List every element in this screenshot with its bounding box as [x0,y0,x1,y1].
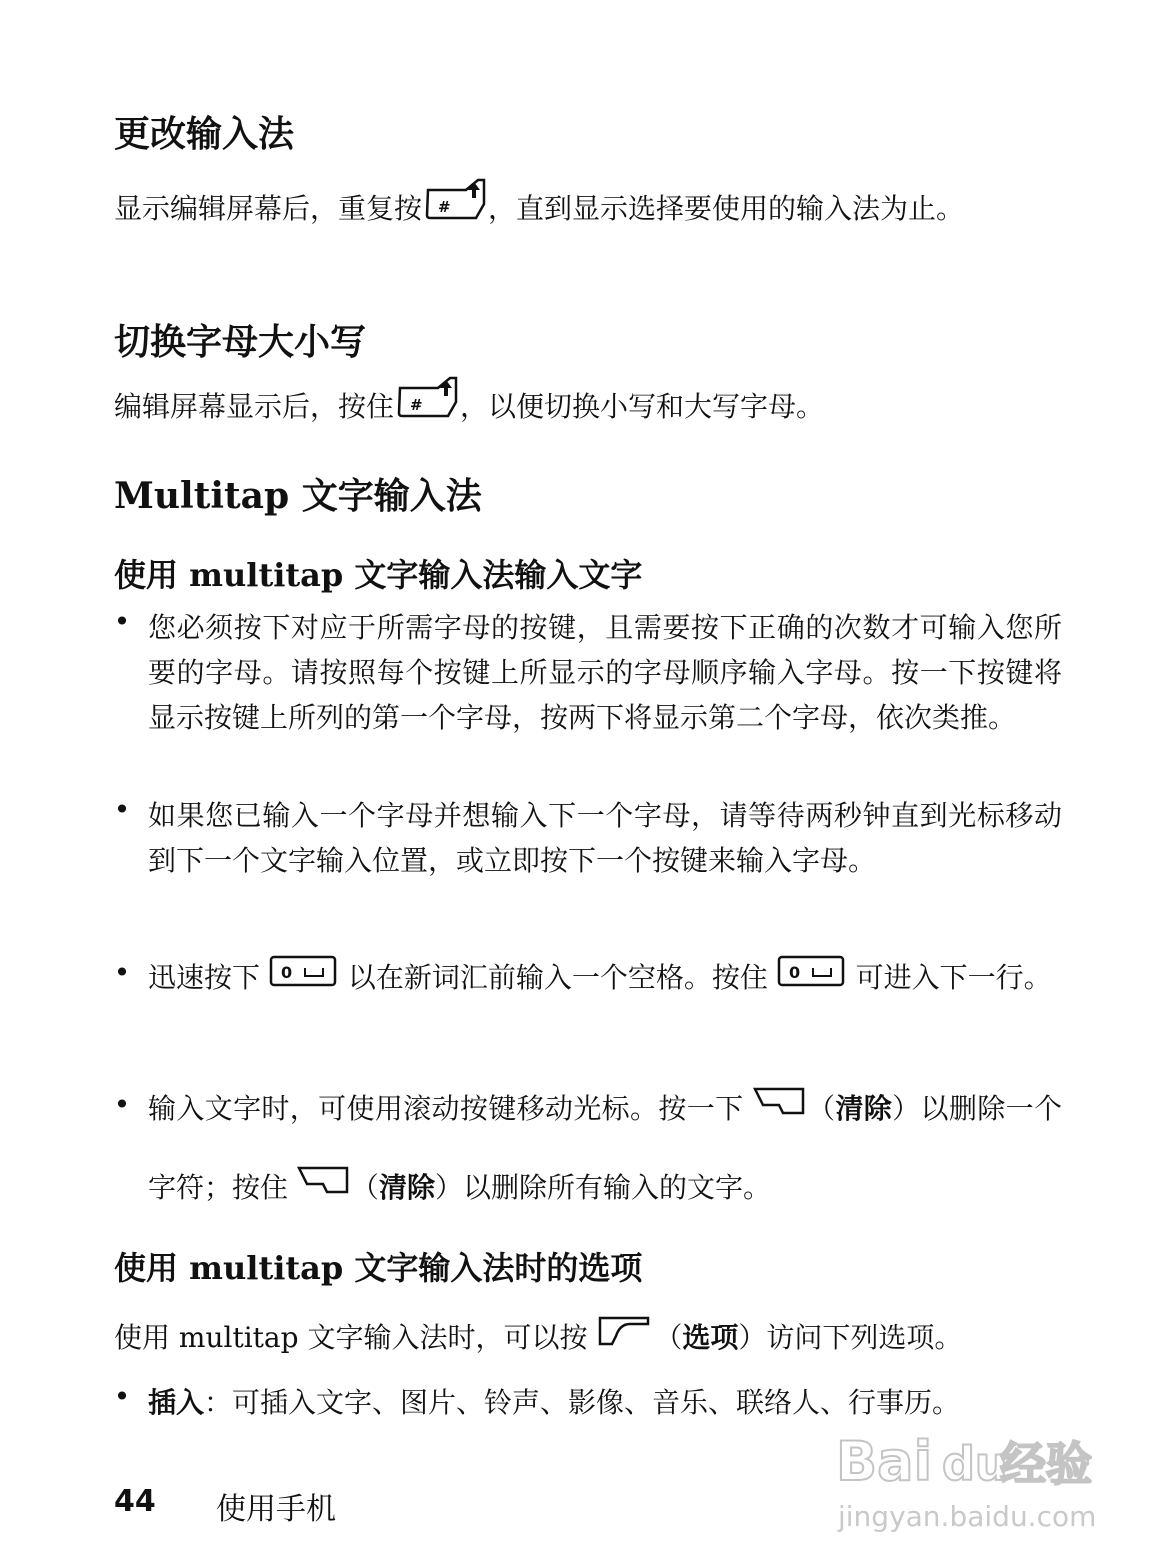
change-input-method-paragraph [114,176,1059,244]
bullet-text: 您必须按下对应于所需字母的按键，且需要按下正确的次数才可输入您所要的字母。请按照每个按键上所显示的字母顺序输入字母。按一下按键将显示按键上所列的第一个字母，按两下将显示第二个字母，依次类推。 [148,611,1062,734]
footer-section-label: 使用手机 [216,1492,336,1527]
bullet-dot-icon: • [113,793,131,826]
multitap-options-intro: 使用 multitap 文字输入法时，可以按 （选项）访问下列选项。 [114,1307,1059,1370]
switch-case-paragraph [114,374,1059,442]
multitap-title-cjk: 文字输入法 [301,476,482,517]
zero-space-key-icon [269,948,339,1010]
hash-key-icon [422,176,488,244]
bullet-text: 插入：可插入文字、图片、铃声、影像、音乐、联络人、行事历。 [148,1386,961,1419]
switch-case-text-before: 编辑屏幕显示后，按住 [114,390,395,423]
bullet-next-letter [112,793,1062,883]
bullet-text: 如果您已输入一个字母并想输入下一个字母，请等待两秒钟直到光标移动到下一个文字输入位置，或立即按下一个按键来输入字母。 [148,799,1062,877]
svg-text:0: 0 [788,963,800,982]
change-input-text-after: ，直到显示选择要使用的输入法为止。 [488,192,965,225]
svg-text:0: 0 [280,963,293,982]
svg-text:经验: 经验 [1000,1437,1092,1491]
bullet-space-key [112,947,1062,1010]
bullet-dot-icon: • [113,956,131,989]
bullet-dot-icon: • [113,1380,131,1413]
baidu-jingyan-watermark [830,1418,1100,1540]
left-soft-key-icon [596,1308,654,1370]
subsection-title-multitap-entering: 使用 multitap 文字输入法输入文字 [114,556,643,594]
section-title-switch-case: 切换字母大小写 [114,322,367,363]
section-title-change-input-method: 更改输入法 [114,114,295,155]
svg-text:jingyan.baidu.com: jingyan.baidu.com [838,1500,1097,1533]
bullet-letter-keys [112,605,1062,740]
bullet-dot-icon: • [113,1088,131,1121]
section-title-multitap [114,468,482,519]
right-soft-key-icon [753,1071,807,1149]
multitap-title-latin: Multitap [114,475,290,517]
zero-space-key-icon [777,948,847,1010]
svg-text:#: # [410,396,423,414]
bullet-text: 输入文字时，可使用滚动按键移动光标。按一下 （清除）以删除一个字符；按住 （清除）以删除所有输入的文字。 [148,1070,1062,1228]
page-number: 44 [114,1484,156,1519]
switch-case-text-after: ，以便切换小写和大写字母。 [460,390,825,423]
bullet-dot-icon: • [113,605,131,638]
svg-text:#: # [438,198,451,216]
subsection-title-multitap-options: 使用 multitap 文字输入法时的选项 [114,1249,643,1287]
bullet-text: 迅速按下 0 以在新词汇前输入一个空格。按住 0 可进入下一行。 [148,947,1062,1010]
hash-key-icon [394,374,460,442]
right-soft-key-icon [297,1150,351,1228]
change-input-text-before: 显示编辑屏幕后，重复按 [114,192,423,225]
svg-text:Bai: Bai [836,1430,933,1493]
svg-text:du: du [942,1437,1008,1491]
bullet-clear-key [112,1076,1062,1228]
